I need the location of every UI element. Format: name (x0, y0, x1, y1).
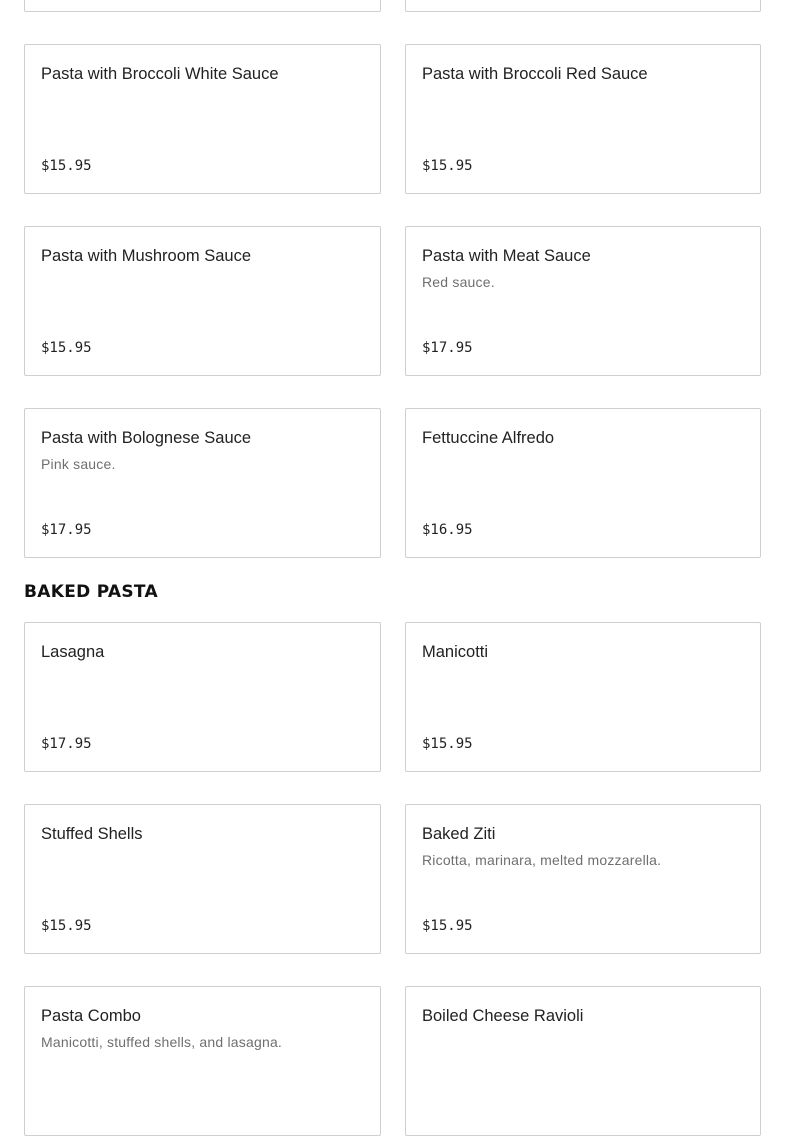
menu-item-card[interactable] (405, 0, 761, 12)
section-heading: BAKED PASTA (24, 582, 158, 602)
menu-item-description: Ricotta, marinara, melted mozzarella. (422, 852, 662, 868)
menu-item-name: Pasta with Broccoli Red Sauce (422, 65, 648, 83)
menu-item-name: Pasta with Bolognese Sauce (41, 429, 252, 447)
menu-item-name: Manicotti (422, 643, 489, 661)
menu-item-price: $15.95 (422, 158, 473, 174)
menu-item-description: Pink sauce. (41, 456, 116, 472)
menu-item-price: $15.95 (41, 158, 92, 174)
menu-item-card[interactable] (405, 408, 761, 558)
menu-item-name: Lasagna (41, 643, 105, 661)
menu-item-name: Pasta with Meat Sauce (422, 247, 591, 265)
menu-item-description: Manicotti, stuffed shells, and lasagna. (41, 1034, 283, 1050)
pasta-section (0, 0, 785, 558)
menu-item-name: Boiled Cheese Ravioli (422, 1007, 584, 1025)
menu-item-card[interactable] (24, 408, 381, 558)
baked-pasta-grid (24, 622, 761, 1136)
menu-item-card[interactable] (405, 804, 761, 954)
menu-item-price: $16.95 (422, 522, 473, 538)
menu-item-price: $15.95 (41, 340, 92, 356)
menu-item-price: $15.95 (41, 918, 92, 934)
menu-item-card[interactable] (405, 226, 761, 376)
menu-item-name: Fettuccine Alfredo (422, 429, 555, 447)
menu-item-card[interactable] (405, 622, 761, 772)
menu-item-card[interactable] (24, 986, 381, 1136)
menu-item-card[interactable] (24, 44, 381, 194)
menu-item-name: Stuffed Shells (41, 825, 143, 843)
menu-item-price: $17.95 (41, 736, 92, 752)
baked-pasta-section (0, 576, 785, 1136)
pasta-grid (24, 0, 761, 558)
menu-item-description: Red sauce. (422, 274, 495, 290)
menu-item-card[interactable] (24, 0, 381, 12)
menu-item-name: Baked Ziti (422, 825, 496, 843)
menu-item-card[interactable] (24, 804, 381, 954)
menu-item-price: $17.95 (422, 340, 473, 356)
menu-item-price: $17.95 (41, 522, 92, 538)
menu-item-card[interactable] (24, 622, 381, 772)
menu-item-price: $15.95 (422, 918, 473, 934)
menu-item-price: $15.95 (422, 736, 473, 752)
menu-item-card[interactable] (405, 986, 761, 1136)
menu-item-name: Pasta with Broccoli White Sauce (41, 65, 279, 83)
menu-item-name: Pasta Combo (41, 1007, 141, 1025)
menu-item-card[interactable] (24, 226, 381, 376)
menu-item-name: Pasta with Mushroom Sauce (41, 247, 252, 265)
menu-item-card[interactable] (405, 44, 761, 194)
